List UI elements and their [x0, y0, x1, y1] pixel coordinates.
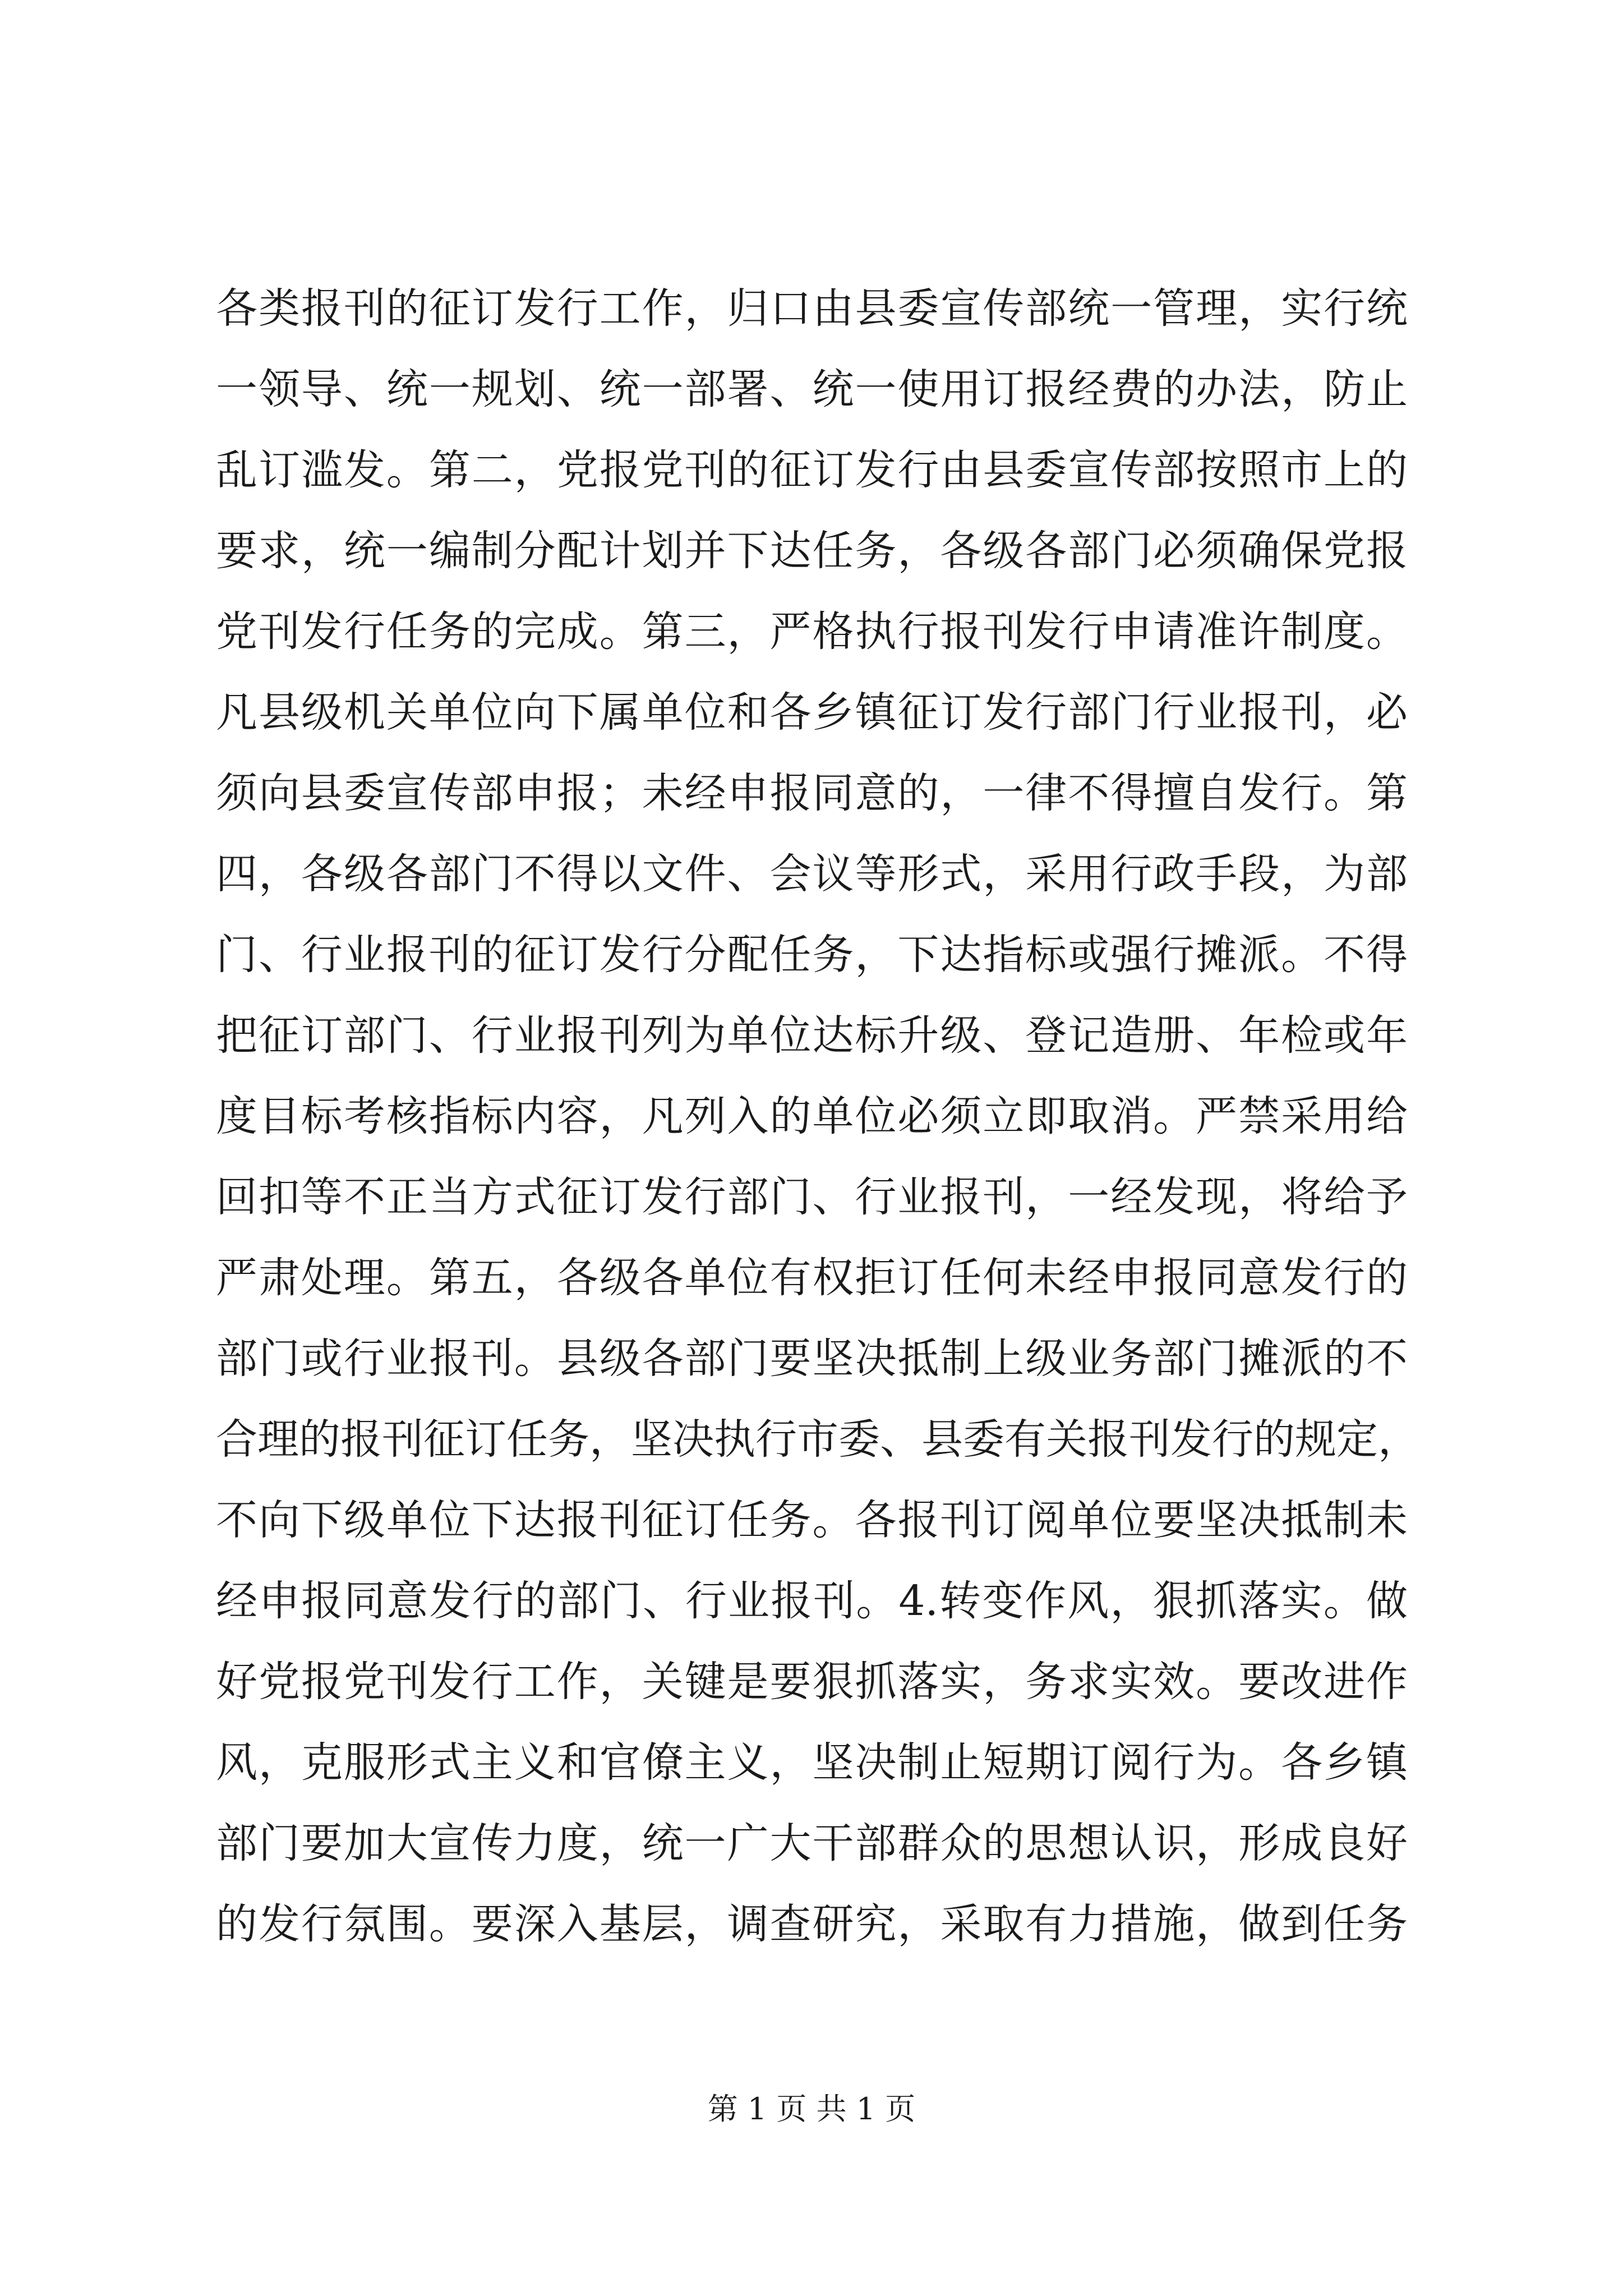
text-line: 要求，统一编制分配计划并下达任务，各级各部门必须确保党报 [216, 527, 1408, 575]
text-line: 一领导、统一规划、统一部署、统一使用订报经费的办法，防止 [216, 365, 1408, 413]
text-line: 门、行业报刊的征订发行分配任务，下达指标或强行摊派。不得 [216, 931, 1408, 979]
text-line: 党刊发行任务的完成。第三，严格执行报刊发行申请准许制度。 [216, 608, 1408, 656]
text-line: 经申报同意发行的部门、行业报刊。4.转变作风，狠抓落实。做 [216, 1577, 1408, 1625]
page-footer: 第 1 页 共 1 页 [707, 2091, 916, 2127]
text-line: 的发行氛围。要深入基层，调查研究，采取有力措施，做到任务 [216, 1900, 1408, 1948]
text-line: 凡县级机关单位向下属单位和各乡镇征订发行部门行业报刊，必 [216, 688, 1408, 737]
text-line: 把征订部门、行业报刊列为单位达标升级、登记造册、年检或年 [216, 1011, 1408, 1060]
body-text [216, 268, 1419, 1964]
text-line: 各类报刊的征订发行工作，归口由县委宣传部统一管理，实行统 [216, 284, 1408, 333]
text-line: 须向县委宣传部申报；未经申报同意的，一律不得擅自发行。第 [216, 769, 1408, 817]
text-line: 不向下级单位下达报刊征订任务。各报刊订阅单位要坚决抵制未 [216, 1496, 1408, 1544]
text-line: 乱订滥发。第二，党报党刊的征订发行由县委宣传部按照市上的 [216, 446, 1408, 494]
text-line: 部门或行业报刊。县级各部门要坚决抵制上级业务部门摊派的不 [216, 1335, 1408, 1383]
text-line: 回扣等不正当方式征订发行部门、行业报刊，一经发现，将给予 [216, 1173, 1408, 1221]
text-line: 四，各级各部门不得以文件、会议等形式，采用行政手段，为部 [216, 850, 1408, 898]
text-line: 部门要加大宣传力度，统一广大干部群众的思想认识，形成良好 [216, 1819, 1408, 1867]
text-line: 风，克服形式主义和官僚主义，坚决制止短期订阅行为。各乡镇 [216, 1738, 1408, 1787]
text-line: 合理的报刊征订任务，坚决执行市委、县委有关报刊发行的规定， [216, 1415, 1419, 1464]
text-line: 好党报党刊发行工作，关键是要狠抓落实，务求实效。要改进作 [216, 1658, 1408, 1706]
text-line: 严肃处理。第五，各级各单位有权拒订任何未经申报同意发行的 [216, 1254, 1408, 1302]
text-line: 度目标考核指标内容，凡列入的单位必须立即取消。严禁采用给 [216, 1092, 1408, 1140]
